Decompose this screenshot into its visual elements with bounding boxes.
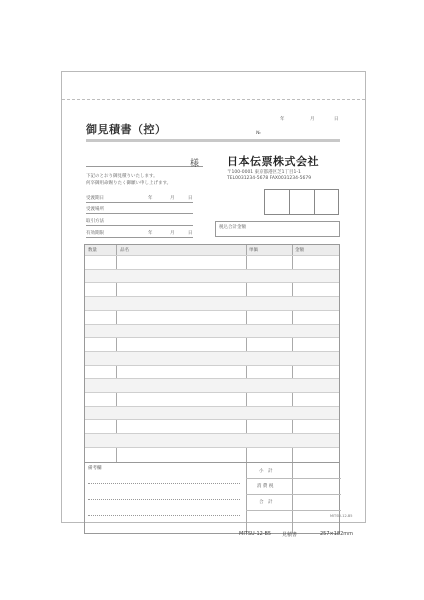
field-month-label-2: 月: [170, 231, 175, 236]
table-row-rule: [85, 365, 339, 366]
table-row-rule: [85, 351, 339, 352]
field-year-label-2: 年: [148, 231, 153, 236]
table-row-rule: [85, 337, 339, 338]
form-code: MITSU-12-B5: [330, 514, 353, 518]
field-day-label: 日: [188, 196, 193, 201]
item-table: [84, 244, 340, 534]
document-title: 御見積書（控）: [86, 123, 167, 136]
field-line-delivery-place[interactable]: [86, 213, 193, 214]
footer-size: 257×182mm: [320, 531, 354, 537]
remarks-line-2[interactable]: [88, 499, 240, 500]
field-line-expiry[interactable]: [86, 237, 193, 238]
table-row[interactable]: [85, 378, 339, 392]
company-address: 〒100-0001 東京都港区芝1丁目1-1: [227, 170, 301, 175]
table-row-rule: [85, 296, 339, 297]
table-row-rule: [85, 282, 339, 283]
stamp-box-group: [264, 189, 339, 215]
table-row-rule: [85, 324, 339, 325]
table-row-rule: [85, 406, 339, 407]
grand-total-label: 合 計: [259, 500, 273, 505]
header-amount: 金額: [295, 248, 304, 253]
table-row-rule: [85, 392, 339, 393]
company-phone: TEL0031234-5678 FAX0031234-5679: [227, 176, 312, 181]
intro-line-2: 何卒御用命賜りたく御願い申し上げます。: [86, 181, 172, 186]
table-row-rule: [85, 378, 339, 379]
header-unit-price: 単価: [249, 248, 258, 253]
recipient-line[interactable]: [86, 166, 203, 167]
table-row-rule: [85, 447, 339, 448]
field-year-label: 年: [148, 196, 153, 201]
table-row-rule: [85, 269, 339, 270]
footer-doc-name: 見積書: [282, 532, 298, 538]
perforation-line: [62, 99, 365, 100]
number-label: №: [256, 131, 261, 136]
table-row-rule: [85, 419, 339, 420]
title-bar: [86, 139, 340, 142]
remarks-label: 備考欄: [88, 466, 102, 471]
total-amount-box[interactable]: [215, 221, 340, 237]
date-day-label: 日: [334, 117, 339, 122]
remarks-line-1[interactable]: [88, 483, 240, 484]
field-label-delivery-date: 受渡期日: [86, 196, 104, 201]
header-qty: 数量: [88, 248, 97, 253]
table-row[interactable]: [85, 296, 339, 310]
field-line-delivery-date[interactable]: [86, 202, 193, 203]
table-row[interactable]: [85, 406, 339, 420]
date-month-label: 月: [310, 117, 315, 122]
intro-line-1: 下記のとおり御見積りいたします。: [86, 174, 158, 179]
sama-label: 様: [190, 159, 200, 169]
field-label-expiry: 有効期限: [86, 231, 104, 236]
table-row[interactable]: [85, 433, 339, 447]
field-label-delivery-place: 受渡場所: [86, 207, 104, 212]
remarks-line-3[interactable]: [88, 515, 240, 516]
field-month-label: 月: [170, 196, 175, 201]
field-line-transaction-method[interactable]: [86, 225, 193, 226]
table-row-rule: [85, 433, 339, 434]
table-row[interactable]: [85, 324, 339, 338]
table-row[interactable]: [85, 351, 339, 365]
total-amount-label: 税込合計金額: [219, 225, 246, 230]
tax-label: 消 費 税: [257, 484, 274, 489]
company-name: 日本伝票株式会社: [227, 155, 319, 168]
field-label-transaction-method: 取引方法: [86, 219, 104, 224]
date-year-label: 年: [280, 117, 285, 122]
table-row-rule: [85, 310, 339, 311]
field-day-label-2: 日: [188, 231, 193, 236]
header-item: 品名: [120, 248, 129, 253]
table-row[interactable]: [85, 269, 339, 283]
table-row-rule: [85, 255, 339, 256]
form-sheet: [61, 71, 366, 523]
subtotal-label: 小 計: [259, 469, 273, 474]
footer-code: MITSU-12-B5: [239, 531, 272, 537]
